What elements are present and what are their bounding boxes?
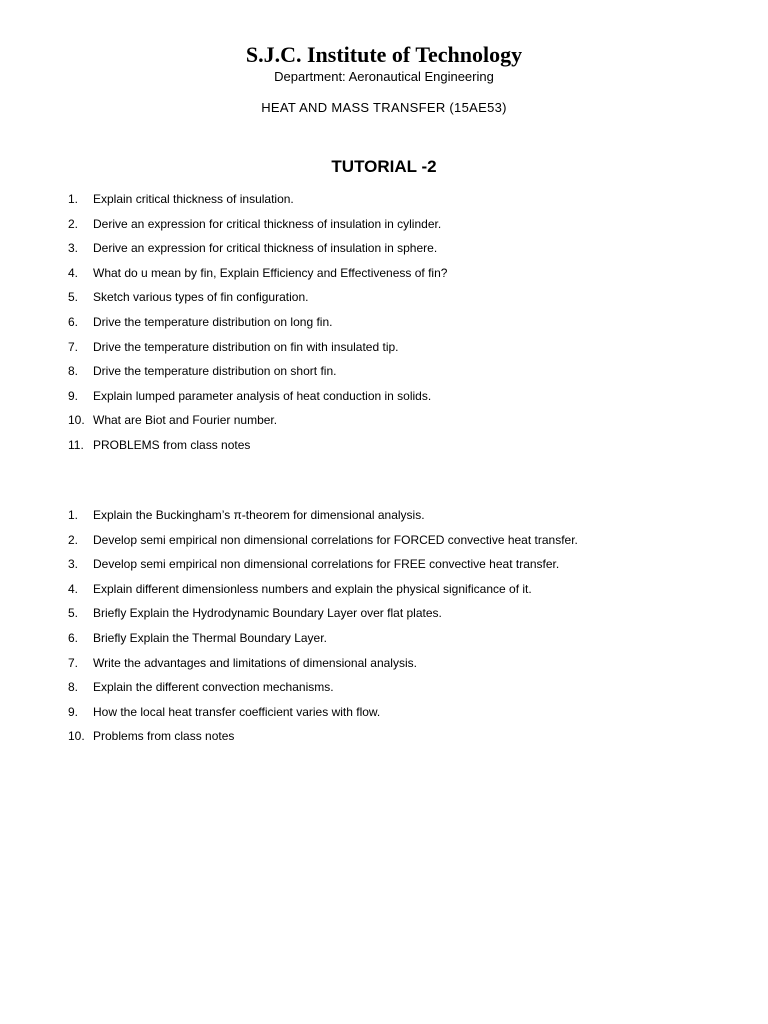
item-text: Develop semi empirical non dimensional correlations for FORCED convective heat transfer. [93, 532, 578, 547]
item-text: Explain the different convection mechanisms. [93, 680, 334, 695]
item-text: Briefly Explain the Hydrodynamic Boundary Layer over flat plates. [93, 606, 442, 621]
item-number: 4. [68, 265, 79, 280]
item-number: 9. [68, 388, 79, 403]
item-number: 4. [68, 581, 79, 596]
item-number: 3. [68, 557, 79, 572]
item-text: PROBLEMS from class notes [93, 437, 251, 452]
item-text: Derive an expression for critical thickness of insulation in cylinder. [93, 216, 442, 231]
item-number: 11. [68, 437, 84, 452]
item-text: How the local heat transfer coefficient varies with flow. [93, 704, 381, 719]
item-number: 2. [68, 532, 79, 547]
item-number: 6. [68, 630, 79, 645]
item-number: 10. [68, 413, 85, 428]
item-number: 1. [68, 192, 79, 206]
institute-title: S.J.C. Institute of Technology [245, 42, 523, 67]
item-text: Drive the temperature distribution on short fin. [93, 364, 337, 379]
item-number: 7. [68, 655, 79, 670]
item-text: Drive the temperature distribution on long fin. [93, 314, 333, 329]
course-title: HEAT AND MASS TRANSFER (15AE53) [261, 100, 507, 115]
item-text: Develop semi empirical non dimensional correlations for FREE convective heat transfer. [93, 557, 560, 572]
item-number: 8. [68, 680, 79, 695]
item-number: 9. [68, 704, 79, 719]
item-text: Explain different dimensionless numbers and explain the physical significance of it. [93, 581, 532, 596]
item-text: Explain the Buckingham’s π-theorem for dimensional analysis. [93, 508, 425, 522]
item-text: What do u mean by fin, Explain Efficiency and Effectiveness of fin? [93, 265, 448, 280]
item-text: Derive an expression for critical thickness of insulation in sphere. [93, 241, 438, 256]
item-number: 5. [68, 606, 79, 621]
item-text: Explain critical thickness of insulation. [93, 192, 294, 206]
item-text: Briefly Explain the Thermal Boundary Layer. [93, 630, 327, 645]
item-text: Problems from class notes [93, 729, 235, 744]
department-line: Department: Aeronautical Engineering [274, 69, 494, 84]
item-number: 7. [68, 339, 79, 354]
item-text: Explain lumped parameter analysis of heat conduction in solids. [93, 388, 432, 403]
item-number: 6. [68, 314, 79, 329]
item-number: 2. [68, 216, 79, 231]
item-text: Drive the temperature distribution on fin with insulated tip. [93, 339, 399, 354]
item-text: What are Biot and Fourier number. [93, 413, 278, 428]
item-number: 5. [68, 290, 79, 305]
item-number: 3. [68, 241, 79, 256]
item-number: 1. [68, 508, 79, 522]
item-number: 10. [68, 729, 85, 744]
item-text: Write the advantages and limitations of dimensional analysis. [93, 655, 417, 670]
tutorial-heading: TUTORIAL -2 [331, 157, 437, 176]
item-text: Sketch various types of fin configuration. [93, 290, 309, 305]
item-number: 8. [68, 364, 79, 379]
